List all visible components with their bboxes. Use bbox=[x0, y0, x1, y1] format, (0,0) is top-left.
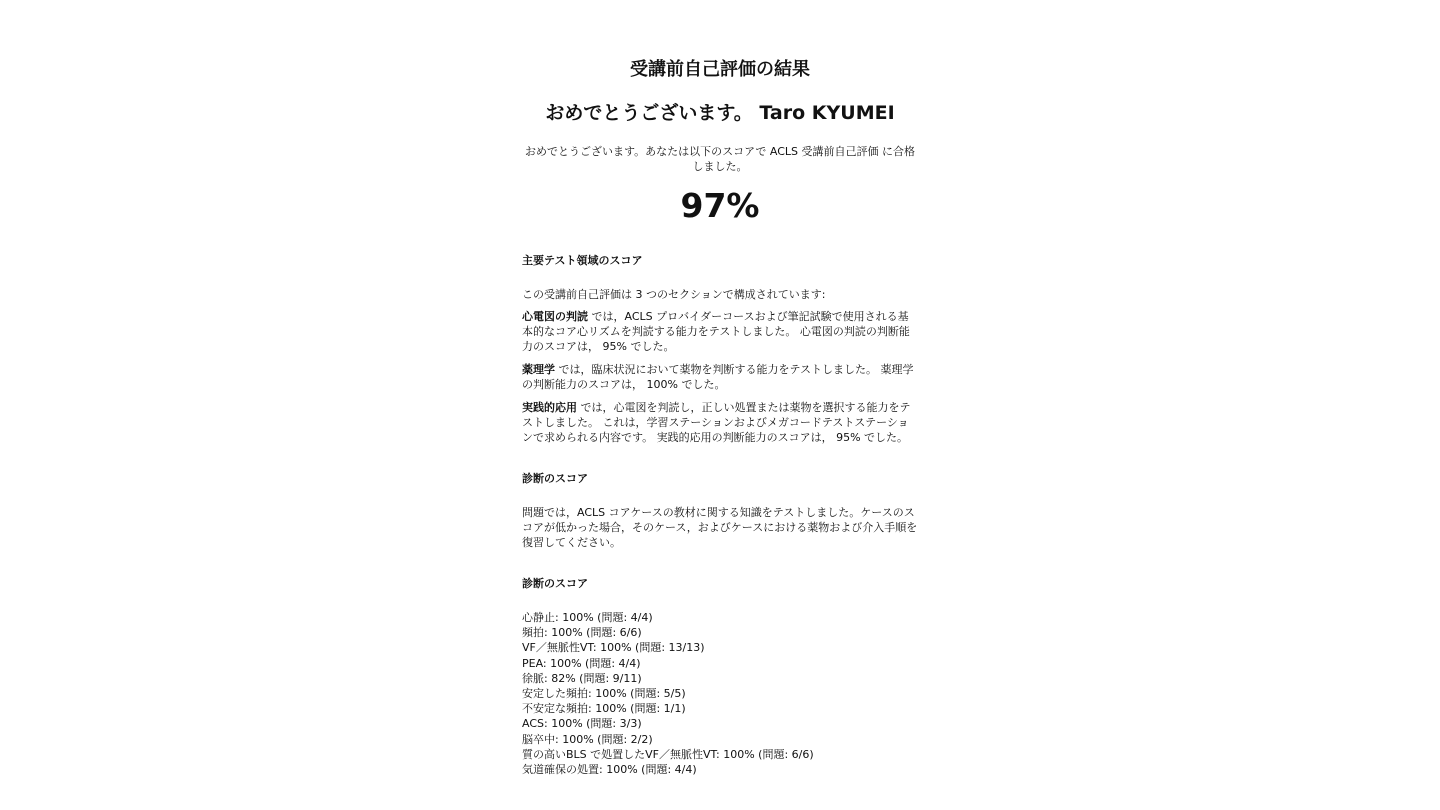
section-ecg-name: 心電図の判読 bbox=[522, 310, 588, 323]
list-item: VF／無脈性VT: 100% (問題: 13/13) bbox=[522, 641, 705, 655]
section-practical-text: では，心電図を判読し，正しい処置または薬物を選択する能力をテストしました。 これは，学習ステーションおよびメガコードテストステーションで求められる内容です。 実践的応用の判断能力のスコアは， 95% でした。 bbox=[522, 401, 911, 444]
section-practical-name: 実践的応用 bbox=[522, 401, 577, 414]
results-content bbox=[522, 56, 918, 777]
section-pharmacology bbox=[522, 362, 918, 392]
list-item: 心静止: 100% (問題: 4/4) bbox=[522, 611, 653, 624]
section-pharmacology-text: では，臨床状況において薬物を判断する能力をテストしました。 薬理学の判断能力のスコアは， 100% でした。 bbox=[522, 363, 914, 391]
page-title: 受講前自己評価の結果 bbox=[630, 59, 810, 80]
list-item: 不安定な頻拍: 100% (問題: 1/1) bbox=[522, 702, 686, 716]
list-item: 気道確保の処置: 100% (問題: 4/4) bbox=[522, 763, 697, 777]
overall-score: 97% bbox=[680, 186, 760, 225]
diagnostic-scores-heading: 診断のスコア bbox=[522, 577, 588, 590]
main-areas-heading: 主要テスト領域のスコア bbox=[522, 254, 643, 267]
list-item: 質の高いBLS で処置したVF／無脈性VT: 100% (問題: 6/6) bbox=[522, 747, 814, 761]
section-ecg-text: では，ACLS プロバイダーコースおよび筆記試験で使用される基本的なコア心リズムを判読する能力をテストしました。 心電図の判読の判断能力のスコアは， 95% でした。 bbox=[522, 310, 910, 353]
list-item: PEA: 100% (問題: 4/4) bbox=[522, 656, 641, 670]
section-practical bbox=[522, 400, 918, 445]
list-item: 安定した頻拍: 100% (問題: 5/5) bbox=[522, 687, 686, 701]
main-areas-lead: この受講前自己評価は 3 つのセクションで構成されています: bbox=[522, 288, 826, 301]
section-ecg bbox=[522, 309, 918, 354]
diagnostic-scores-list bbox=[522, 610, 918, 777]
list-item: 頻拍: 100% (問題: 6/6) bbox=[522, 626, 642, 640]
greeting-heading: おめでとうございます。 Taro KYUMEI bbox=[545, 102, 895, 124]
diagnostic-intro-heading: 診断のスコア bbox=[522, 472, 588, 485]
list-item: 脳卒中: 100% (問題: 2/2) bbox=[522, 732, 653, 746]
list-item: 徐脈: 82% (問題: 9/11) bbox=[522, 671, 642, 685]
diagnostic-intro-text: 問題では，ACLS コアケースの教材に関する知識をテストしました。ケースのスコアが低かった場合，そのケース，およびケースにおける薬物および介入手順を復習してください。 bbox=[522, 506, 918, 549]
intro-text: おめでとうございます。あなたは以下のスコアで ACLS 受講前自己評価 に合格しました。 bbox=[524, 145, 916, 173]
section-pharmacology-name: 薬理学 bbox=[522, 363, 555, 376]
list-item: ACS: 100% (問題: 3/3) bbox=[522, 717, 642, 731]
